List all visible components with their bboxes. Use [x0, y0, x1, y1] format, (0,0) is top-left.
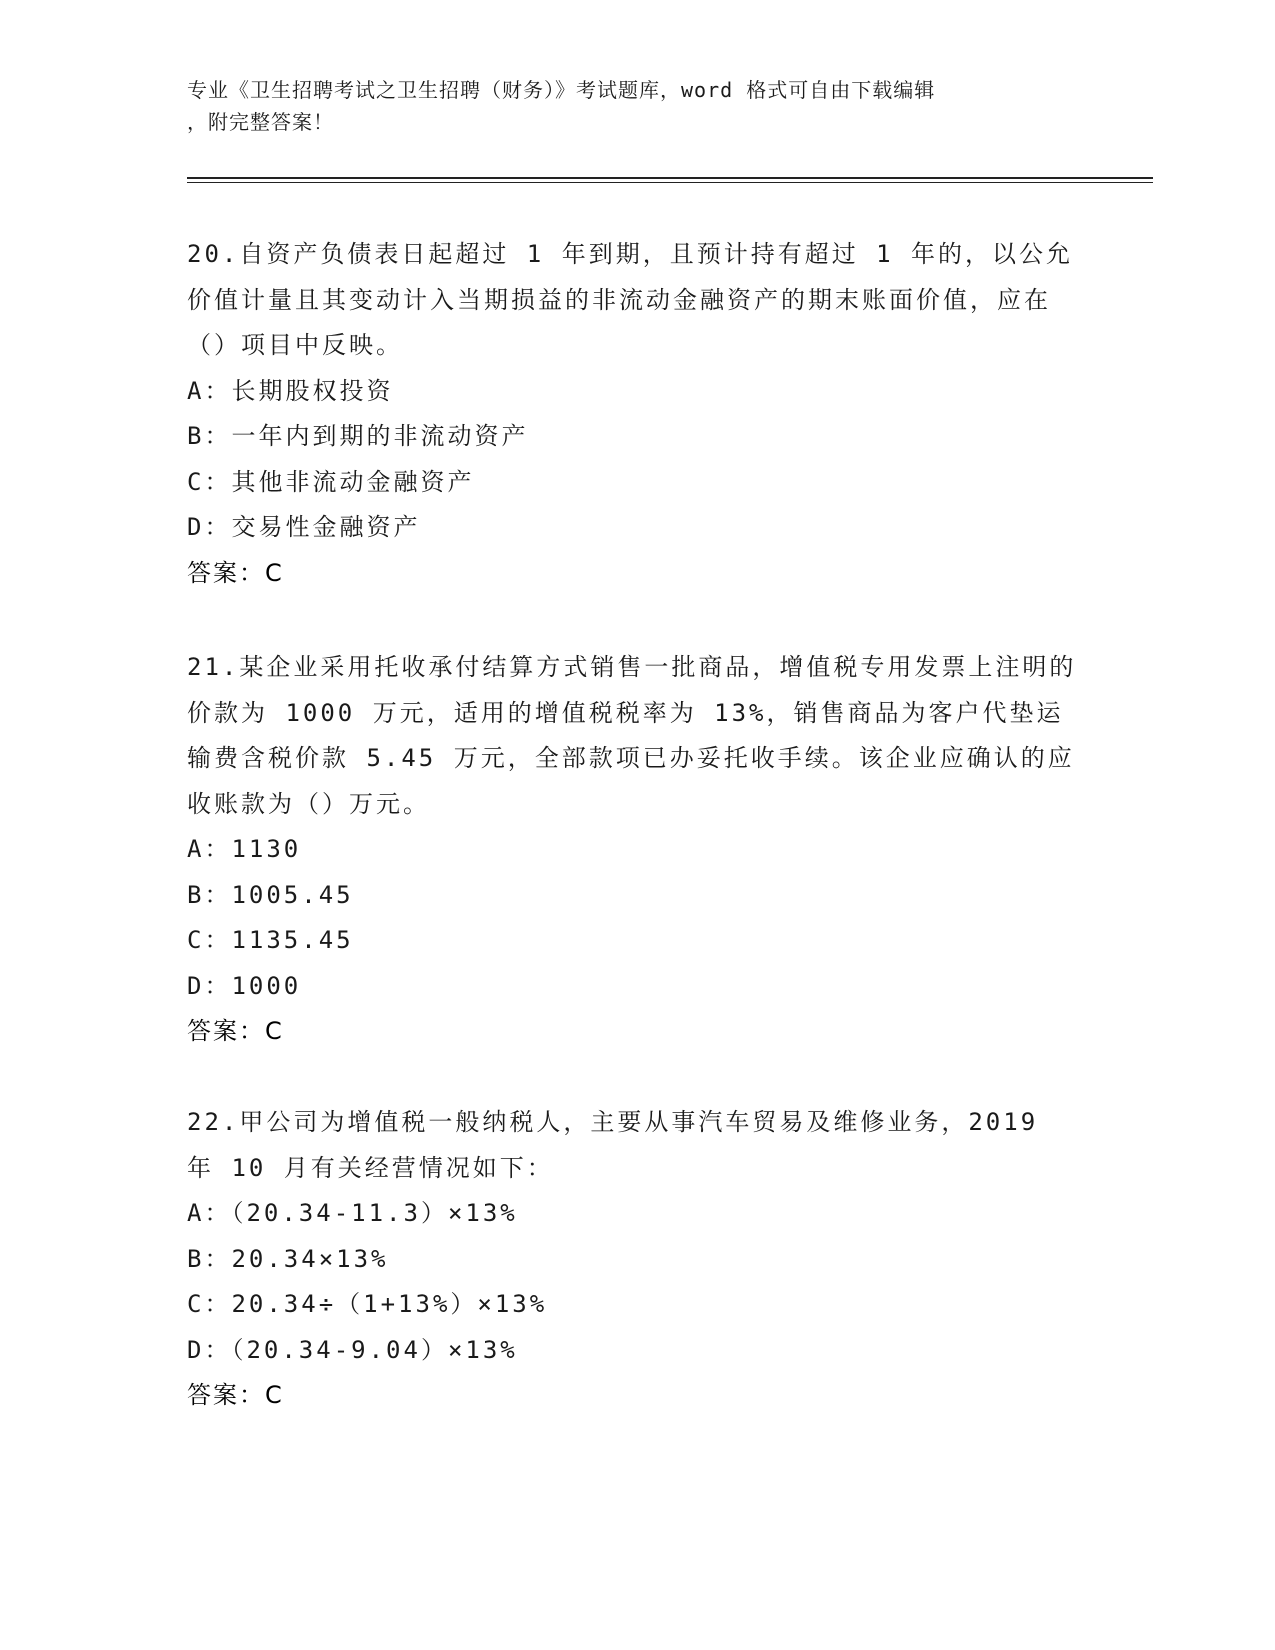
document-header: [187, 74, 1067, 138]
option-a: A：1130: [187, 835, 302, 863]
option-a: A：长期股权投资: [187, 376, 394, 405]
option-b: B：一年内到期的非流动资产: [187, 422, 529, 450]
option-c: C：20.34÷（1+13%）×13%: [187, 1290, 548, 1318]
question-stem: 22.甲公司为增值税一般纳税人，主要从事汽车贸易及维修业务，2019 年 10 月有关经营情况如下：: [187, 1108, 1039, 1182]
option-c: C：其他非流动金融资产: [187, 467, 475, 496]
answer-line: 答案：C: [187, 1381, 284, 1409]
question-22: [187, 1100, 1077, 1419]
answer-line: 答案：C: [187, 1017, 284, 1045]
header-divider-thick: [187, 177, 1153, 179]
question-stem: 21.某企业采用托收承付结算方式销售一批商品，增值税专用发票上注明的价款为 1000 万元，适用的增值税税率为 13%，销售商品为客户代垫运输费含税价款 5.45 万元，全部款项已办妥托收手续。该企业应确认的应收账款为（）万元。: [187, 653, 1077, 818]
option-d: D：（20.34-9.04）×13%: [187, 1335, 518, 1364]
option-d: D：交易性金融资产: [187, 513, 421, 541]
header-line-2: ，附完整答案！: [187, 110, 334, 134]
option-b: B：20.34×13%: [187, 1244, 389, 1273]
option-a: A：（20.34-11.3）×13%: [187, 1199, 518, 1227]
answer-line: 答案：C: [187, 558, 284, 587]
header-divider-thin: [187, 182, 1153, 183]
question-20: [187, 232, 1077, 596]
option-d: D：1000: [187, 971, 302, 1000]
question-stem: 20.自资产负债表日起超过 1 年到期，且预计持有超过 1 年的，以公允价值计量且其变动计入当期损益的非流动金融资产的期末账面价值，应在（）项目中反映。: [187, 240, 1074, 359]
question-21: [187, 645, 1077, 1055]
option-b: B：1005.45: [187, 880, 354, 909]
header-line-1: 专业《卫生招聘考试之卫生招聘（财务）》考试题库，word 格式可自由下载编辑: [187, 78, 936, 102]
option-c: C：1135.45: [187, 926, 354, 954]
